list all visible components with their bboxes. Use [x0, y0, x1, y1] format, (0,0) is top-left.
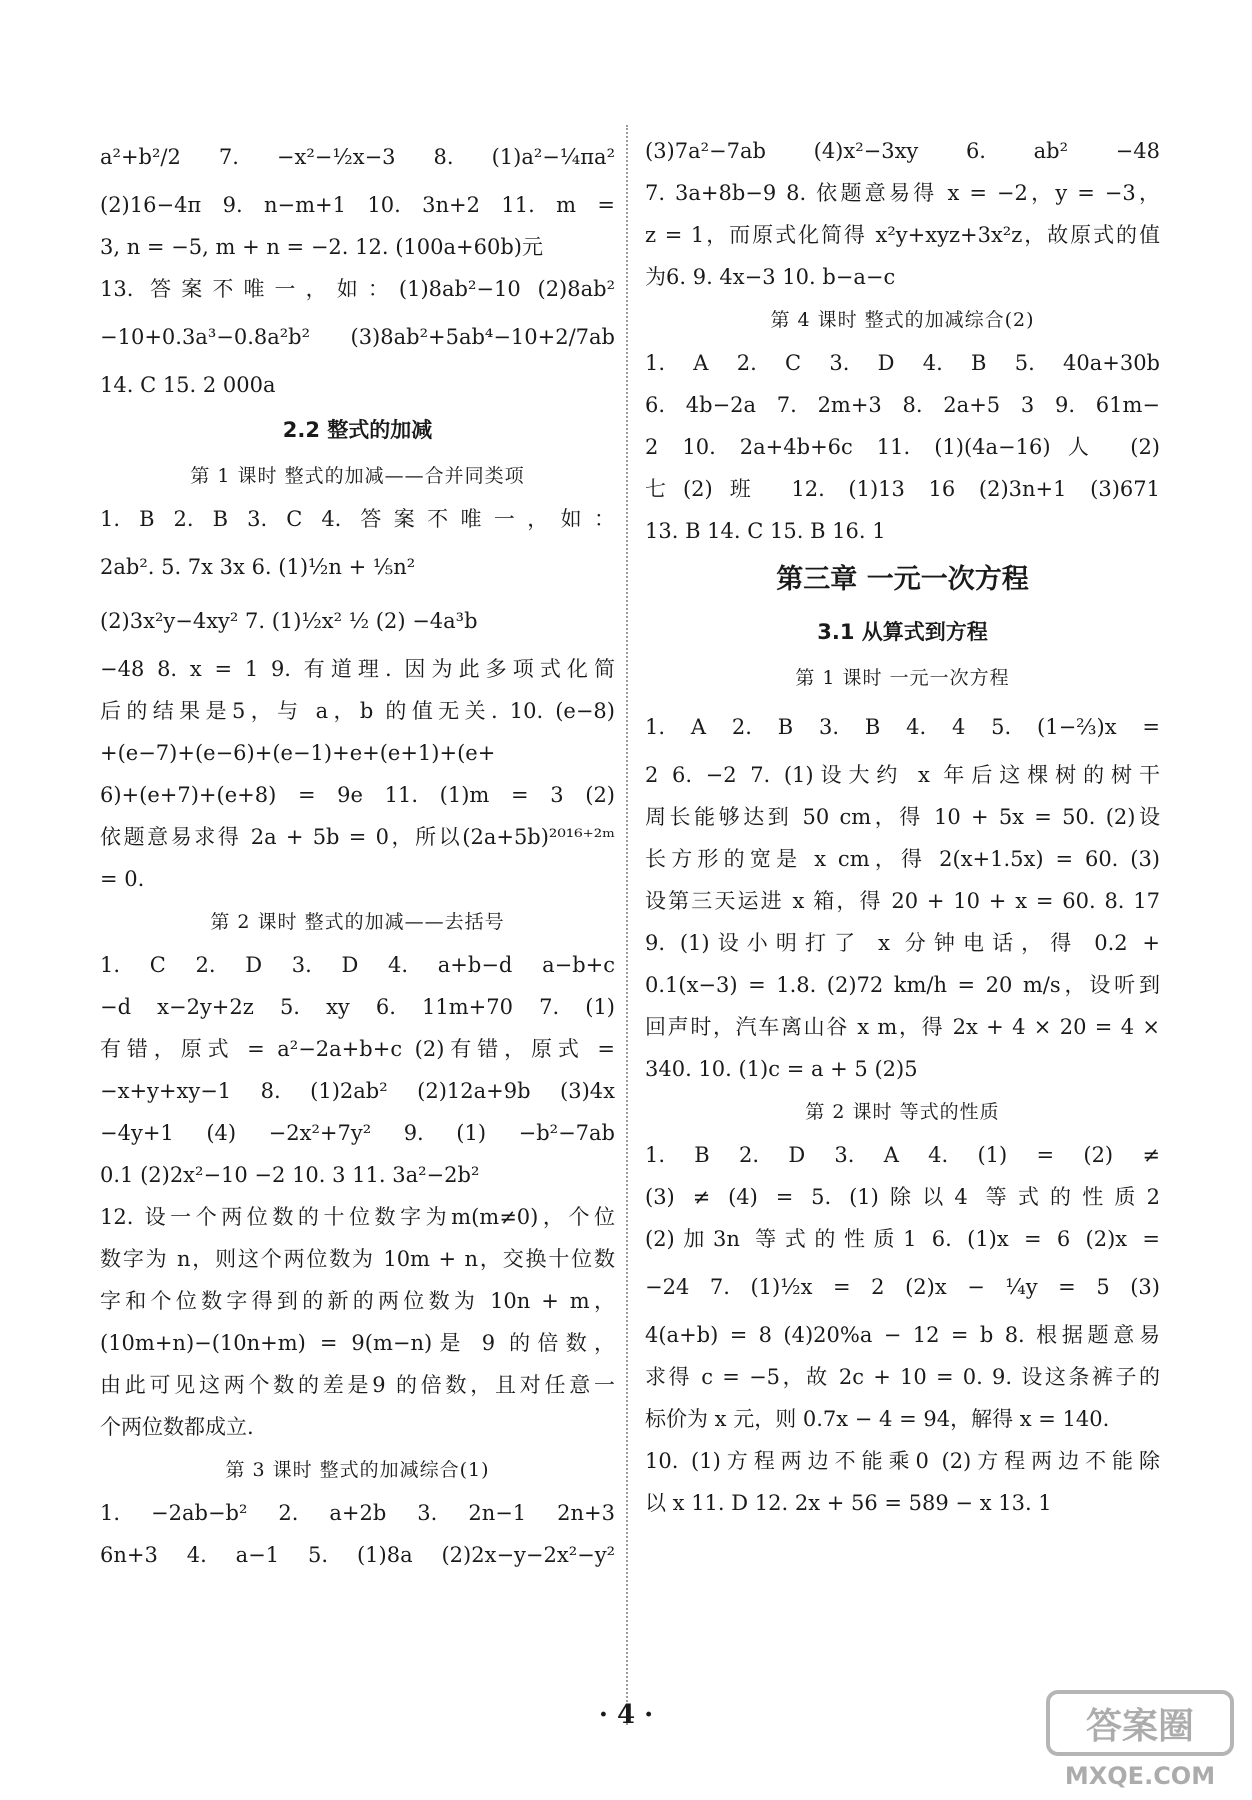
answer-line: 依题意易求得 2a + 5b = 0，所以(2a+5b)²⁰¹⁶⁺²ᵐ [100, 825, 615, 849]
answer-line: z = 1，而原式化简得 x²y+xyz+3x²z，故原式的值 [645, 223, 1160, 247]
answer-line: 14. C 15. 2 000a [100, 373, 276, 397]
answer-line: 1. B 2. B 3. C 4. 答案不唯一，如： [100, 507, 615, 531]
answer-line: (2)加3n 等式的性质1 6. (1)x = 6 (2)x = [645, 1227, 1160, 1251]
answer-line: 1. C 2. D 3. D 4. a+b−d a−b+c [100, 953, 615, 977]
answer-line: 6n+3 4. a−1 5. (1)8a (2)2x−y−2x²−y² [100, 1543, 615, 1567]
left-column [100, 130, 615, 1576]
answer-line: 9. (1)设小明打了 x 分钟电话，得 0.2 + [645, 931, 1160, 955]
watermark-title: 答案圈 [1085, 1706, 1195, 1747]
column-divider [626, 125, 628, 1725]
lesson-heading: 第 1 课时 一元一次方程 [795, 667, 1010, 689]
answer-line: −24 7. (1)½x = 2 (2)x − ¼y = 5 (3) [645, 1275, 1160, 1299]
answer-line: (2)3x²y−4xy² 7. (1)½x² ½ (2) −4a³b [100, 609, 478, 633]
answer-line: (3) ≠ (4) = 5. (1)除以4 等式的性质2 [645, 1185, 1160, 1209]
answer-line: (2)16−4π 9. n−m+1 10. 3n+2 11. m = [100, 193, 615, 217]
answer-line: 有错，原式 = a²−2a+b+c (2)有错，原式 = [100, 1037, 615, 1061]
answer-line: 标价为 x 元，则 0.7x − 4 = 94，解得 x = 140. [645, 1407, 1110, 1431]
answer-line: 7. 3a+8b−9 8. 依题意易得 x = −2，y = −3， [645, 181, 1160, 205]
lesson-heading: 第 3 课时 整式的加减综合(1) [225, 1459, 490, 1481]
answer-line: 1. −2ab−b² 2. a+2b 3. 2n−1 2n+3 [100, 1501, 615, 1525]
answer-line: 1. A 2. B 3. B 4. 4 5. (1−⅔)x = [645, 715, 1160, 739]
answer-line: 周长能够达到 50 cm，得 10 + 5x = 50. (2)设 [645, 805, 1160, 829]
right-column [645, 130, 1160, 1524]
answer-line: 数字为 n，则这个两位数为 10m + n，交换十位数 [100, 1247, 615, 1271]
answer-line: +(e−7)+(e−6)+(e−1)+e+(e+1)+(e+ [100, 741, 496, 765]
answer-line: 2ab². 5. 7x 3x 6. (1)½n + ⅕n² [100, 555, 416, 579]
answer-line: 七(2)班 12. (1)13 16 (2)3n+1 (3)671 [645, 477, 1160, 501]
answer-line: 0.1 (2)2x²−10 −2 10. 3 11. 3a²−2b² [100, 1163, 480, 1187]
answer-line: 回声时，汽车离山谷 x m，得 2x + 4 × 20 = 4 × [645, 1015, 1160, 1039]
answer-line: 12. 设一个两位数的十位数字为m(m≠0)，个位 [100, 1205, 615, 1229]
answer-line: 1. B 2. D 3. A 4. (1) = (2) ≠ [645, 1143, 1160, 1167]
answer-line: (10m+n)−(10n+m) = 9(m−n)是 9 的倍数， [100, 1331, 615, 1355]
chapter-heading: 第三章 一元一次方程 [776, 564, 1029, 595]
answer-line: 个两位数都成立. [100, 1415, 254, 1439]
answer-line: 10. (1)方程两边不能乘0 (2)方程两边不能除 [645, 1449, 1160, 1473]
lesson-heading: 第 1 课时 整式的加减——合并同类项 [190, 465, 525, 487]
answer-line: 1. A 2. C 3. D 4. B 5. 40a+30b [645, 351, 1160, 375]
answer-line: −d x−2y+2z 5. xy 6. 11m+70 7. (1) [100, 995, 615, 1019]
section-heading: 3.1 从算式到方程 [817, 620, 988, 644]
answer-line: 340. 10. (1)c = a + 5 (2)5 [645, 1057, 918, 1081]
watermark-url: MXQE.COM [1064, 1762, 1216, 1790]
answer-line: 6. 4b−2a 7. 2m+3 8. 2a+5 3 9. 61m− [645, 393, 1160, 417]
lesson-heading: 第 2 课时 等式的性质 [805, 1101, 1000, 1123]
answer-line: 为6. 9. 4x−3 10. b−a−c [645, 265, 896, 289]
answer-line: 4(a+b) = 8 (4)20%a − 12 = b 8. 根据题意易 [645, 1323, 1160, 1347]
watermark-logo [1040, 1680, 1240, 1800]
answer-line: 求得 c = −5，故 2c + 10 = 0. 9. 设这条裤子的 [645, 1365, 1160, 1389]
answer-line: −4y+1 (4) −2x²+7y² 9. (1) −b²−7ab [100, 1121, 615, 1145]
answer-line: 由此可见这两个数的差是9 的倍数，且对任意一 [100, 1373, 615, 1397]
answer-line: a²+b²/2 7. −x²−½x−3 8. (1)a²−¼πa² [100, 145, 615, 169]
lesson-heading: 第 4 课时 整式的加减综合(2) [770, 309, 1035, 331]
answer-line: 长方形的宽是 x cm，得 2(x+1.5x) = 60. (3) [645, 847, 1160, 871]
answer-line: 6)+(e+7)+(e+8) = 9e 11. (1)m = 3 (2) [100, 783, 615, 807]
answer-line: 字和个位数字得到的新的两位数为 10n + m， [100, 1289, 615, 1313]
answer-line: 0.1(x−3) = 1.8. (2)72 km/h = 20 m/s，设听到 [645, 973, 1160, 997]
answer-line: 13. 答案不唯一，如：(1)8ab²−10 (2)8ab² [100, 277, 615, 301]
answer-line: = 0. [100, 867, 145, 891]
answer-line: −48 8. x = 1 9. 有道理. 因为此多项式化简 [100, 657, 615, 681]
answer-line: (3)7a²−7ab (4)x²−3xy 6. ab² −48 [645, 139, 1160, 163]
answer-line: 后的结果是5，与 a，b 的值无关. 10. (e−8) [100, 699, 615, 723]
answer-line: 设第三天运进 x 箱，得 20 + 10 + x = 60. 8. 17 [645, 889, 1160, 913]
answer-line: 13. B 14. C 15. B 16. 1 [645, 519, 886, 543]
answer-line: −x+y+xy−1 8. (1)2ab² (2)12a+9b (3)4x [100, 1079, 615, 1103]
answer-line: 2 6. −2 7. (1)设大约 x 年后这棵树的树干 [645, 763, 1160, 787]
answer-line: 2 10. 2a+4b+6c 11. (1)(4a−16)人 (2) [645, 435, 1160, 459]
lesson-heading: 第 2 课时 整式的加减——去括号 [210, 911, 505, 933]
section-heading: 2.2 整式的加减 [282, 418, 433, 442]
answer-line: −10+0.3a³−0.8a²b² (3)8ab²+5ab⁴−10+2/7ab [100, 325, 615, 349]
answer-line: 以 x 11. D 12. 2x + 56 = 589 − x 13. 1 [645, 1491, 1052, 1515]
page-number: · 4 · [598, 1700, 654, 1730]
answer-line: 3, n = −5, m + n = −2. 12. (100a+60b)元 [100, 235, 543, 259]
